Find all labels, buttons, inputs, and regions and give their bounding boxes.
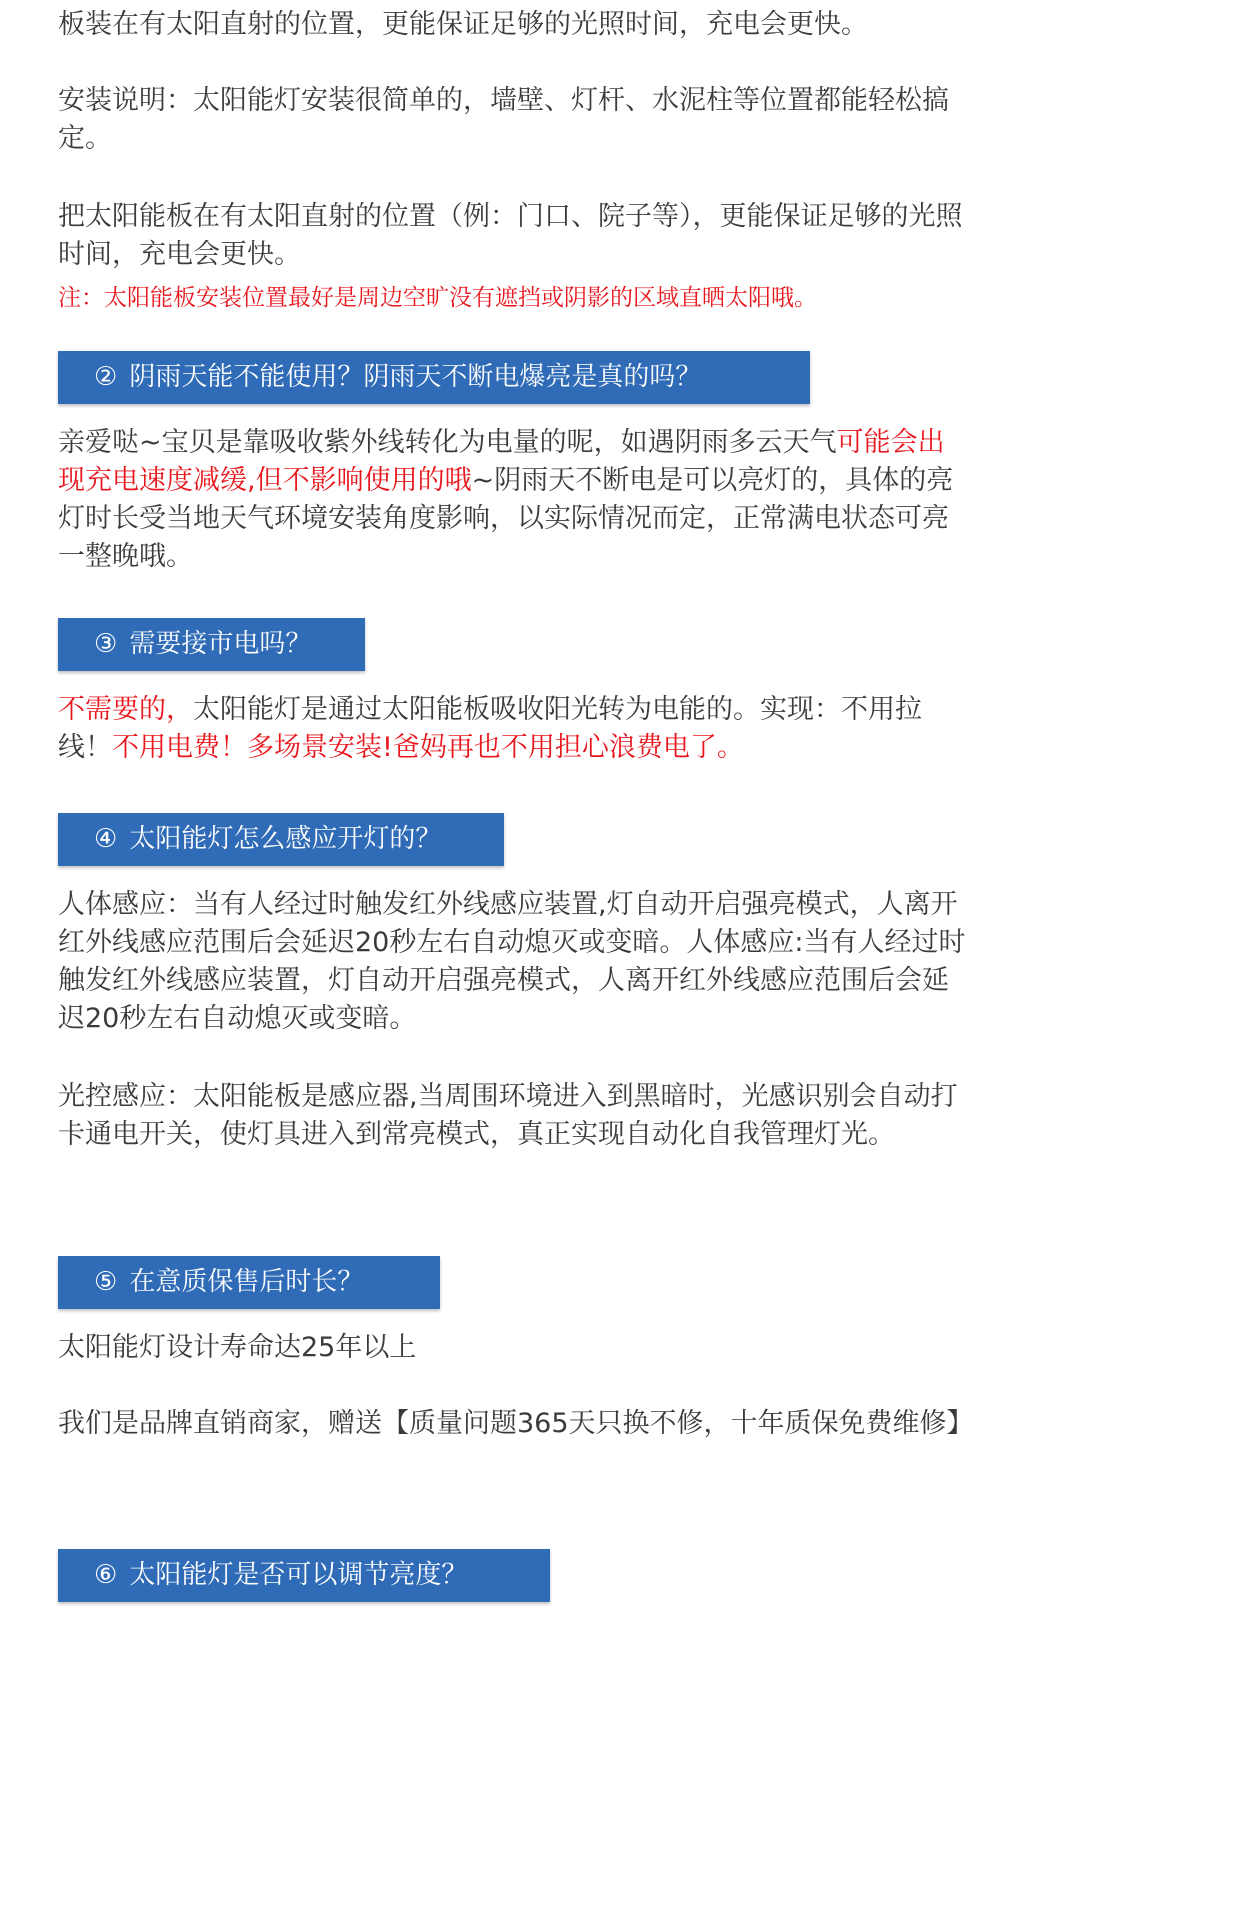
section-title: 在意质保售后时长？: [129, 1267, 364, 1297]
lifespan-answer: 太阳能灯设计寿命达25年以上: [58, 1332, 417, 1363]
placement-note: 注：太阳能板安装位置最好是周边空旷没有遮挡或阴影的区域直晒太阳哦。: [58, 285, 817, 311]
faq-header-warranty: [58, 1256, 440, 1309]
section-title: 太阳能灯是否可以调节亮度？: [129, 1560, 468, 1590]
placement-instructions: 把太阳能板在有太阳直射的位置（例：门口、院子等），更能保证足够的光照时间，充电会更快。: [58, 201, 963, 270]
section-title: 需要接市电吗？: [129, 629, 312, 659]
faq-header-sensor: [58, 813, 504, 866]
section-title: 太阳能灯怎么感应开灯的？: [129, 824, 442, 854]
section-number: ⑥: [94, 1560, 118, 1590]
answer-highlight: 不用电费！多场景安装!爸妈再也不用担心浪费电了。: [112, 732, 744, 763]
intro-text-line: 板装在有太阳直射的位置，更能保证足够的光照时间，充电会更快。: [58, 9, 868, 40]
mains-power-answer: [58, 691, 968, 767]
faq-header-brightness: [58, 1549, 550, 1602]
light-sensor-answer: 光控感应：太阳能板是感应器,当周围环境进入到黑暗时，光感识别会自动打卡通电开关，使灯具进入到常亮模式，真正实现自动化自我管理灯光。: [58, 1081, 958, 1150]
faq-header-mains-power: [58, 618, 365, 671]
rainy-day-answer: [58, 424, 968, 576]
section-title: 阴雨天能不能使用？阴雨天不断电爆亮是真的吗？: [129, 362, 702, 392]
answer-highlight: 可能会出现充电速度减缓,但不影响使用的哦: [58, 427, 945, 496]
faq-header-rainy-day: [58, 351, 810, 404]
install-instructions: 安装说明：太阳能灯安装很简单的，墙壁、灯杆、水泥柱等位置都能轻松搞定。: [58, 85, 949, 154]
answer-text: ~阴雨天不断电是可以亮灯的，具体的亮灯时长受当地天气环境安装角度影响，以实际情况而定，正常满电状态可亮一整晚哦。: [58, 465, 954, 572]
answer-highlight: 不需要的，: [58, 694, 193, 725]
answer-text: 亲爱哒~宝贝是靠吸收紫外线转化为电量的呢，如遇阴雨多云天气: [58, 427, 837, 458]
section-number: ③: [94, 629, 118, 659]
section-number: ④: [94, 824, 118, 854]
answer-text: 太阳能灯是通过太阳能板吸收阳光转为电能的。实现：不用拉线！: [58, 694, 922, 763]
warranty-answer: 我们是品牌直销商家，赠送【质量问题365天只换不修，十年质保免费维修】: [58, 1408, 974, 1439]
motion-sensor-answer: 人体感应：当有人经过时触发红外线感应装置,灯自动开启强亮模式，人离开红外线感应范围后会延迟20秒左右自动熄灭或变暗。人体感应:当有人经过时触发红外线感应装置，灯自动开启强亮模式，人离开红外线感应范围后会延迟20秒左右自动熄灭或变暗。: [58, 889, 966, 1034]
section-number: ②: [94, 362, 118, 392]
section-number: ⑤: [94, 1267, 118, 1297]
